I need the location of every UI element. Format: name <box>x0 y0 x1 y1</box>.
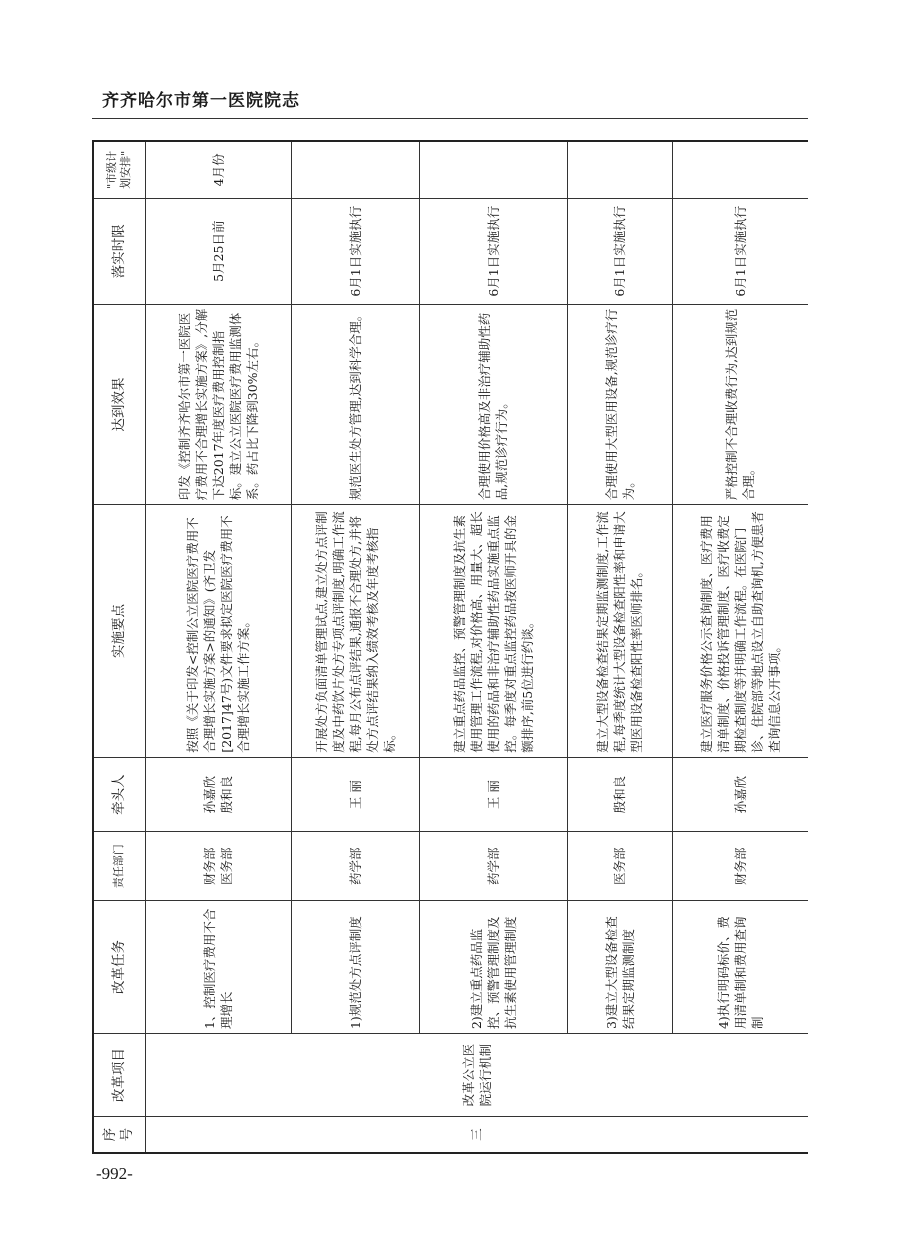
col-header-points: 实施要点 <box>93 505 145 757</box>
reform-table <box>92 140 808 1154</box>
task-cell: 4)执行明码标价、费用清单制和费用查询制 <box>672 901 808 1034</box>
plan-cell: 4月份 <box>145 141 291 198</box>
deadline-cell: 6月1日实施执行 <box>672 198 808 304</box>
rotated-table-wrapper <box>92 140 808 1154</box>
effect-cell: 严格控制不合理收费行为,达到规范合理。 <box>672 304 808 505</box>
lead-cell: 孙嘉欣 <box>672 757 808 832</box>
points-cell: 开展处方负面清单管理试点,建立处方点评制度及中药饮片处方专项点评制度,明确工作流程,每月公布点评结果,通报不合理处方,并将处方点评结果纳入绩效考核及年度考核指标。 <box>291 505 419 757</box>
points-cell: 建立重点药品监控、预警管理制度及抗生素使用管理工作流程,对价格高、用量大、超长使用的药品和非治疗辅助性药品实施重点监控。每季度对重点监控药品按医师开具的金额排序,前5位进行约谈。 <box>419 505 567 757</box>
table-row <box>419 141 567 1153</box>
effect-cell: 合理使用价格高及非治疗辅助性药品,规范诊疗行为。 <box>419 304 567 505</box>
col-header-effect: 达到效果 <box>93 304 145 505</box>
task-cell: 1、控制医疗费用不合理增长 <box>145 901 291 1034</box>
col-header-dept: 责任部门 <box>93 832 145 901</box>
deadline-cell: 5月25日前 <box>145 198 291 304</box>
table-header-row <box>93 141 145 1153</box>
table-row <box>145 141 291 1153</box>
deadline-cell: 6月1日实施执行 <box>291 198 419 304</box>
effect-cell: 合理使用大型医用设备,规范诊疗行为。 <box>567 304 672 505</box>
lead-cell: 王 丽 <box>291 757 419 832</box>
lead-cell: 孙嘉欣 殷和良 <box>145 757 291 832</box>
table-row <box>291 141 419 1153</box>
deadline-cell: 6月1日实施执行 <box>567 198 672 304</box>
col-header-project: 改革项目 <box>93 1034 145 1117</box>
dept-cell: 财务部 医务部 <box>145 832 291 901</box>
col-header-task: 改革任务 <box>93 901 145 1034</box>
col-header-lead: 牵头人 <box>93 757 145 832</box>
lead-cell: 王 丽 <box>419 757 567 832</box>
task-cell: 1)规范处方点评制度 <box>291 901 419 1034</box>
col-header-deadline: 落实时限 <box>93 198 145 304</box>
dept-cell: 药学部 <box>291 832 419 901</box>
row-number-cell: 三 <box>145 1117 808 1153</box>
dept-cell: 医务部 <box>567 832 672 901</box>
plan-cell <box>567 141 672 198</box>
table-row <box>567 141 672 1153</box>
deadline-cell: 6月1日实施执行 <box>419 198 567 304</box>
task-cell: 3)建立大型设备检查结果定期监测制度 <box>567 901 672 1034</box>
table-row <box>672 141 808 1153</box>
col-header-number: 序号 <box>93 1117 145 1153</box>
task-cell: 2)建立重点药品监控、预警管理制度及抗生素使用管理制度 <box>419 901 567 1034</box>
points-cell: 建立医疗服务价格公示查询制度、医疗费用清单制度、价格投诉管理制度、医疗收费定期检查制度等并明确工作流程。在医院门诊、住院部等地点设立自助查询机,方便患者查询信息公开事项。 <box>672 505 808 757</box>
table-frame <box>92 140 808 1154</box>
effect-cell: 规范医生处方管理,达到科学合理。 <box>291 304 419 505</box>
dept-cell: 药学部 <box>419 832 567 901</box>
dept-cell: 财务部 <box>672 832 808 901</box>
header-title: 齐齐哈尔市第一医院院志 <box>102 91 300 111</box>
plan-cell <box>419 141 567 198</box>
plan-cell <box>291 141 419 198</box>
effect-cell: 印发《控制齐齐哈尔市第一医院医疗费用不合理增长实施方案》,分解下达2017年度医疗费用控制指标。建立公立医院医疗费用监测体系。药占比下降到30%左右。 <box>145 304 291 505</box>
category-cell: 改革公立医院运行机制 <box>145 1034 808 1117</box>
col-header-plan: "市级计划安排" <box>93 141 145 198</box>
points-cell: 按照《关于印发<控制公立医院医疗费用不合理增长实施方案>的通知》(齐卫发[2017]47号)文件要求拟定医院医疗费用不合理增长实施工作方案。 <box>145 505 291 757</box>
page-number: -992- <box>96 1164 133 1183</box>
points-cell: 建立大型设备检查结果定期监测制度,工作流程,每季度统计大型设备检查阳性率和申请大型医用设备检查阳性率医师排名。 <box>567 505 672 757</box>
header-rule <box>92 118 808 119</box>
plan-cell <box>672 141 808 198</box>
lead-cell: 殷和良 <box>567 757 672 832</box>
